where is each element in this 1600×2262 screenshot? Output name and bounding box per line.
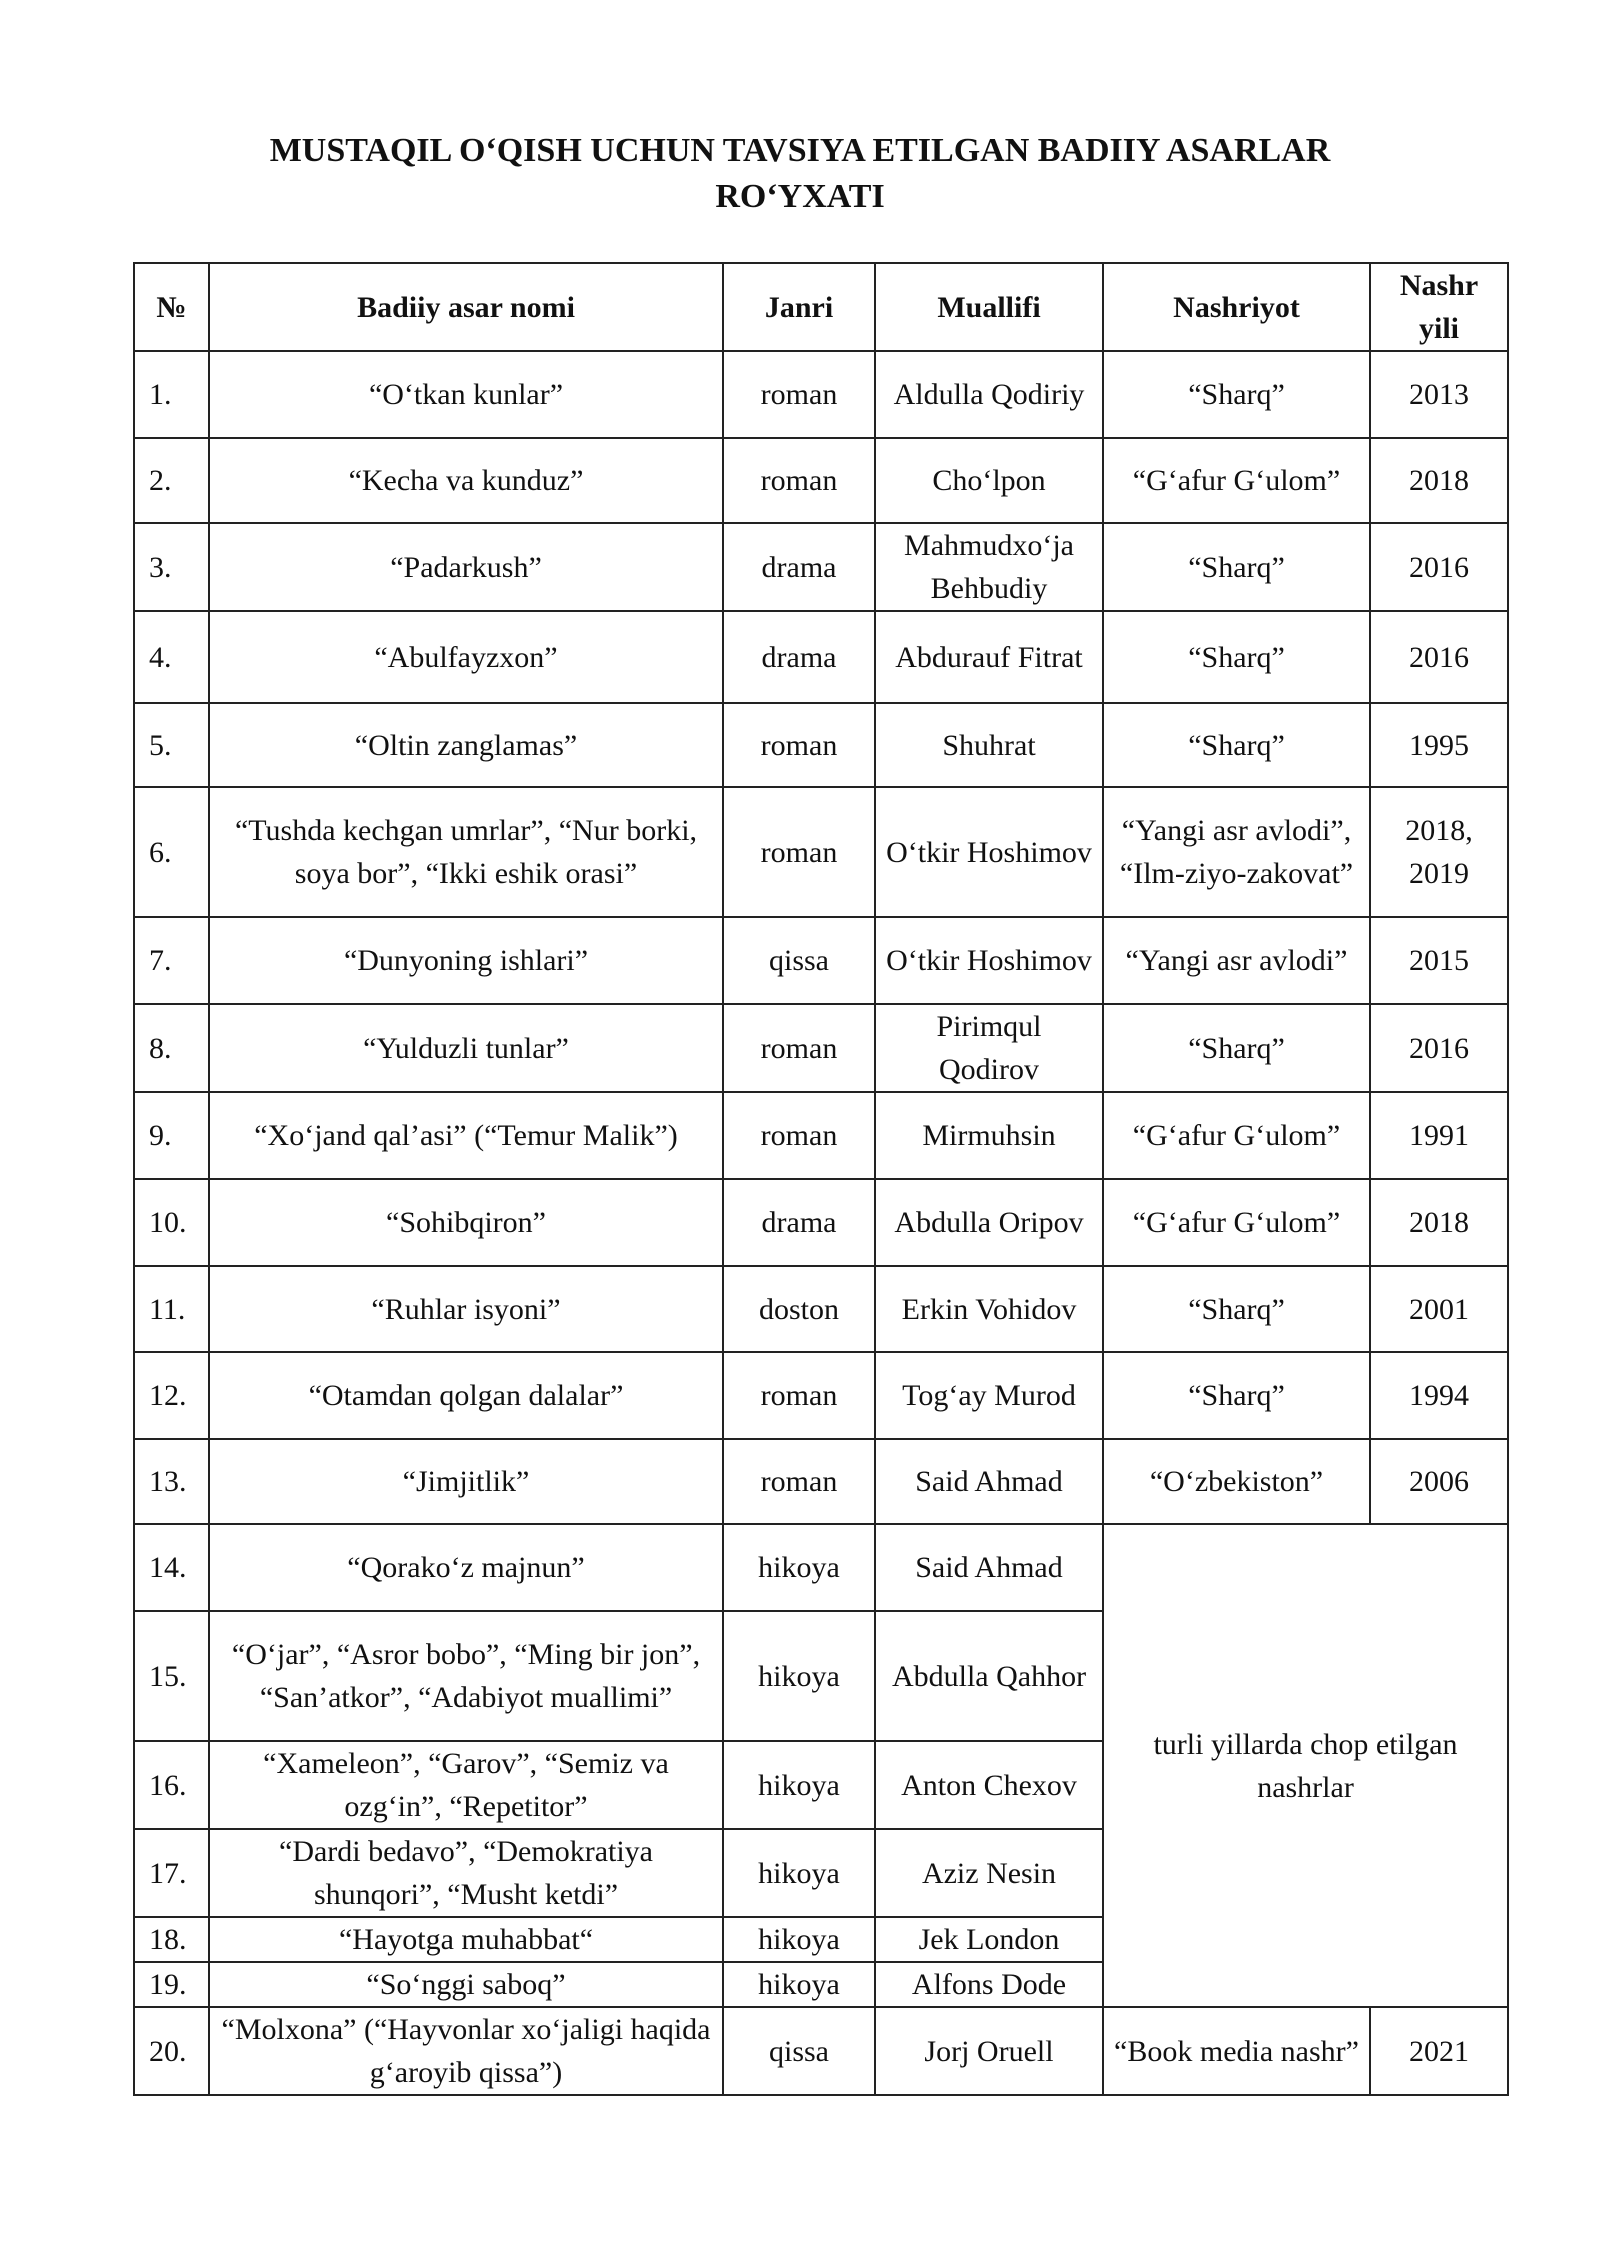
cell-year: 2018, 2019 bbox=[1370, 787, 1508, 917]
cell-genre: roman bbox=[723, 787, 875, 917]
header-year: Nashr yili bbox=[1370, 263, 1508, 351]
cell-num: 15. bbox=[134, 1611, 209, 1741]
cell-genre: hikoya bbox=[723, 1829, 875, 1917]
cell-publisher: “G‘afur G‘ulom” bbox=[1103, 1179, 1370, 1266]
cell-genre: hikoya bbox=[723, 1611, 875, 1741]
cell-name: “Molxona” (“Hayvonlar xo‘jaligi haqida g‘aroyib qissa”) bbox=[209, 2007, 723, 2095]
cell-name: “Abulfayzxon” bbox=[209, 611, 723, 703]
cell-num: 9. bbox=[134, 1092, 209, 1179]
cell-num: 19. bbox=[134, 1962, 209, 2007]
table-row bbox=[134, 611, 1508, 703]
cell-year: 1995 bbox=[1370, 703, 1508, 787]
cell-name: “Qorako‘z majnun” bbox=[209, 1524, 723, 1611]
cell-num: 6. bbox=[134, 787, 209, 917]
cell-name: “Padarkush” bbox=[209, 523, 723, 611]
cell-author: Jorj Oruell bbox=[875, 2007, 1103, 2095]
cell-genre: roman bbox=[723, 703, 875, 787]
cell-author: Aldulla Qodiriy bbox=[875, 351, 1103, 438]
cell-num: 7. bbox=[134, 917, 209, 1004]
cell-publisher: “Sharq” bbox=[1103, 611, 1370, 703]
cell-publisher: “G‘afur G‘ulom” bbox=[1103, 1092, 1370, 1179]
cell-name: “Dunyoning ishlari” bbox=[209, 917, 723, 1004]
header-name: Badiiy asar nomi bbox=[209, 263, 723, 351]
cell-num: 2. bbox=[134, 438, 209, 523]
cell-genre: roman bbox=[723, 1352, 875, 1439]
table-row bbox=[134, 1179, 1508, 1266]
table-row bbox=[134, 1439, 1508, 1524]
cell-author: Abdulla Oripov bbox=[875, 1179, 1103, 1266]
cell-num: 16. bbox=[134, 1741, 209, 1829]
cell-publisher: “Sharq” bbox=[1103, 703, 1370, 787]
cell-author: Abdurauf Fitrat bbox=[875, 611, 1103, 703]
cell-author: Abdulla Qahhor bbox=[875, 1611, 1103, 1741]
cell-publisher: “Sharq” bbox=[1103, 523, 1370, 611]
cell-genre: roman bbox=[723, 1004, 875, 1092]
books-table bbox=[133, 262, 1509, 2096]
cell-name: “Kecha va kunduz” bbox=[209, 438, 723, 523]
cell-genre: roman bbox=[723, 1439, 875, 1524]
cell-name: “O‘jar”, “Asror bobo”, “Ming bir jon”, “San’atkor”, “Adabiyot muallimi” bbox=[209, 1611, 723, 1741]
cell-num: 3. bbox=[134, 523, 209, 611]
cell-name: “Otamdan qolgan dalalar” bbox=[209, 1352, 723, 1439]
cell-publisher: “O‘zbekiston” bbox=[1103, 1439, 1370, 1524]
cell-year: 2015 bbox=[1370, 917, 1508, 1004]
cell-year: 2001 bbox=[1370, 1266, 1508, 1352]
title-line-2: RO‘YXATI bbox=[715, 178, 885, 215]
cell-name: “Yulduzli tunlar” bbox=[209, 1004, 723, 1092]
table-row bbox=[134, 2007, 1508, 2095]
cell-publisher: “Yangi asr avlodi”, “Ilm-ziyo-zakovat” bbox=[1103, 787, 1370, 917]
table-row bbox=[134, 1352, 1508, 1439]
cell-author: Mirmuhsin bbox=[875, 1092, 1103, 1179]
cell-author: Cho‘lpon bbox=[875, 438, 1103, 523]
cell-num: 5. bbox=[134, 703, 209, 787]
cell-genre: roman bbox=[723, 1092, 875, 1179]
cell-name: “So‘nggi saboq” bbox=[209, 1962, 723, 2007]
cell-year: 2021 bbox=[1370, 2007, 1508, 2095]
cell-num: 18. bbox=[134, 1917, 209, 1962]
cell-num: 13. bbox=[134, 1439, 209, 1524]
cell-year: 2016 bbox=[1370, 1004, 1508, 1092]
cell-author: Mahmudxo‘ja Behbudiy bbox=[875, 523, 1103, 611]
cell-num: 20. bbox=[134, 2007, 209, 2095]
header-num: № bbox=[134, 263, 209, 351]
cell-name: “Xo‘jand qal’asi” (“Temur Malik”) bbox=[209, 1092, 723, 1179]
cell-num: 11. bbox=[134, 1266, 209, 1352]
cell-year: 2016 bbox=[1370, 523, 1508, 611]
table-row bbox=[134, 438, 1508, 523]
cell-publisher: “G‘afur G‘ulom” bbox=[1103, 438, 1370, 523]
cell-publisher: “Sharq” bbox=[1103, 1004, 1370, 1092]
cell-author: Pirimqul Qodirov bbox=[875, 1004, 1103, 1092]
cell-year: 2018 bbox=[1370, 1179, 1508, 1266]
cell-author: O‘tkir Hoshimov bbox=[875, 917, 1103, 1004]
table-row bbox=[134, 1266, 1508, 1352]
cell-author: Shuhrat bbox=[875, 703, 1103, 787]
cell-name: “Tushda kechgan umrlar”, “Nur borki, soya bor”, “Ikki eshik orasi” bbox=[209, 787, 723, 917]
header-genre: Janri bbox=[723, 263, 875, 351]
cell-genre: hikoya bbox=[723, 1962, 875, 2007]
cell-name: “Jimjitlik” bbox=[209, 1439, 723, 1524]
document-title bbox=[0, 128, 1600, 220]
cell-author: Jek London bbox=[875, 1917, 1103, 1962]
title-line-1: MUSTAQIL O‘QISH UCHUN TAVSIYA ETILGAN BADIIY ASARLAR bbox=[269, 132, 1331, 169]
cell-name: “Xameleon”, “Garov”, “Semiz va ozg‘in”, “Repetitor” bbox=[209, 1741, 723, 1829]
cell-name: “Ruhlar isyoni” bbox=[209, 1266, 723, 1352]
cell-author: O‘tkir Hoshimov bbox=[875, 787, 1103, 917]
cell-publisher: “Yangi asr avlodi” bbox=[1103, 917, 1370, 1004]
cell-name: “Dardi bedavo”, “Demokratiya shunqori”, “Musht ketdi” bbox=[209, 1829, 723, 1917]
table-row bbox=[134, 523, 1508, 611]
cell-year: 1991 bbox=[1370, 1092, 1508, 1179]
cell-genre: hikoya bbox=[723, 1917, 875, 1962]
cell-year: 1994 bbox=[1370, 1352, 1508, 1439]
cell-num: 8. bbox=[134, 1004, 209, 1092]
header-publisher: Nashriyot bbox=[1103, 263, 1370, 351]
table-row bbox=[134, 787, 1508, 917]
cell-author: Aziz Nesin bbox=[875, 1829, 1103, 1917]
cell-genre: qissa bbox=[723, 2007, 875, 2095]
cell-author: Said Ahmad bbox=[875, 1524, 1103, 1611]
cell-year: 2006 bbox=[1370, 1439, 1508, 1524]
cell-genre: qissa bbox=[723, 917, 875, 1004]
table-row bbox=[134, 917, 1508, 1004]
cell-genre: drama bbox=[723, 1179, 875, 1266]
cell-author: Erkin Vohidov bbox=[875, 1266, 1103, 1352]
cell-author: Alfons Dode bbox=[875, 1962, 1103, 2007]
cell-author: Tog‘ay Murod bbox=[875, 1352, 1103, 1439]
cell-num: 1. bbox=[134, 351, 209, 438]
cell-genre: roman bbox=[723, 438, 875, 523]
cell-genre: doston bbox=[723, 1266, 875, 1352]
table-row bbox=[134, 1092, 1508, 1179]
cell-year: 2016 bbox=[1370, 611, 1508, 703]
cell-name: “Oltin zanglamas” bbox=[209, 703, 723, 787]
cell-publisher: “Book media nashr” bbox=[1103, 2007, 1370, 2095]
cell-publisher: “Sharq” bbox=[1103, 1266, 1370, 1352]
cell-genre: roman bbox=[723, 351, 875, 438]
cell-genre: hikoya bbox=[723, 1741, 875, 1829]
cell-author: Anton Chexov bbox=[875, 1741, 1103, 1829]
cell-name: “Hayotga muhabbat“ bbox=[209, 1917, 723, 1962]
cell-num: 14. bbox=[134, 1524, 209, 1611]
table-row bbox=[134, 1004, 1508, 1092]
merged-publisher-note: turli yillarda chop etilgan nashrlar bbox=[1103, 1524, 1508, 2007]
table-row bbox=[134, 703, 1508, 787]
cell-name: “Sohibqiron” bbox=[209, 1179, 723, 1266]
header-row bbox=[134, 263, 1508, 351]
table-row bbox=[134, 351, 1508, 438]
cell-num: 17. bbox=[134, 1829, 209, 1917]
cell-name: “O‘tkan kunlar” bbox=[209, 351, 723, 438]
cell-genre: drama bbox=[723, 523, 875, 611]
cell-genre: hikoya bbox=[723, 1524, 875, 1611]
table-row bbox=[134, 1524, 1508, 1611]
header-author: Muallifi bbox=[875, 263, 1103, 351]
cell-year: 2013 bbox=[1370, 351, 1508, 438]
cell-publisher: “Sharq” bbox=[1103, 351, 1370, 438]
cell-publisher: “Sharq” bbox=[1103, 1352, 1370, 1439]
cell-year: 2018 bbox=[1370, 438, 1508, 523]
cell-num: 12. bbox=[134, 1352, 209, 1439]
cell-author: Said Ahmad bbox=[875, 1439, 1103, 1524]
cell-num: 10. bbox=[134, 1179, 209, 1266]
cell-genre: drama bbox=[723, 611, 875, 703]
cell-num: 4. bbox=[134, 611, 209, 703]
